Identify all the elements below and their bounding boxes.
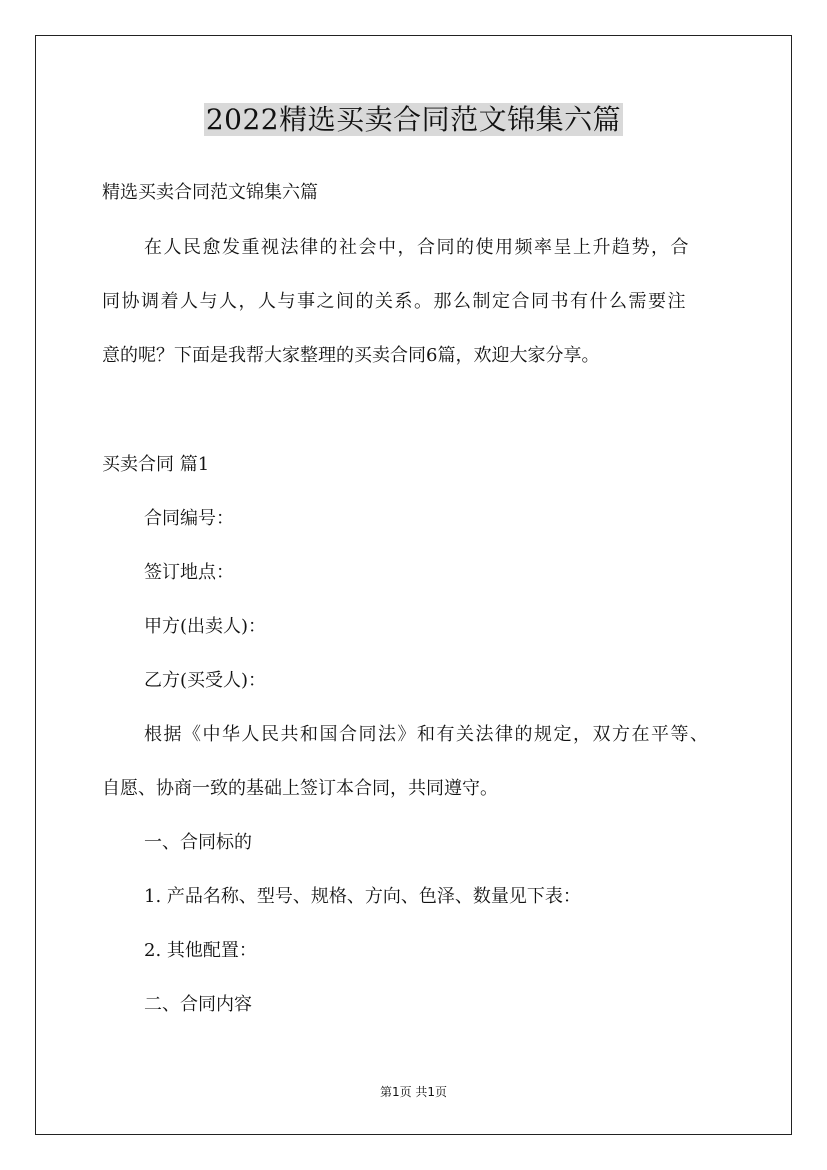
document-title xyxy=(0,100,827,140)
intro-line-2: 同协调着人与人，人与事之间的关系。那么制定合同书有什么需要注 xyxy=(102,291,687,312)
basis-line-1: 根据《中华人民共和国合同法》和有关法律的规定，双方在平等、 xyxy=(144,724,710,745)
clause-item-2: 2. 其他配置： xyxy=(144,940,257,961)
document-title-text: 2022精选买卖合同范文锦集六篇 xyxy=(205,103,622,136)
contract-number-field: 合同编号： xyxy=(144,508,234,529)
party-b-field: 乙方(买受人)： xyxy=(144,670,267,691)
page-number-footer: 第1页 共1页 xyxy=(379,1085,448,1099)
party-a-field: 甲方(出卖人)： xyxy=(144,616,267,637)
section-heading: 买卖合同 篇1 xyxy=(102,454,210,475)
clause-content-heading: 二、合同内容 xyxy=(144,994,252,1015)
intro-line-3: 意的呢？下面是我帮大家整理的买卖合同6篇，欢迎大家分享。 xyxy=(102,345,600,366)
basis-line-2: 自愿、协商一致的基础上签订本合同，共同遵守。 xyxy=(102,778,498,799)
intro-line-1: 在人民愈发重视法律的社会中，合同的使用频率呈上升趋势，合 xyxy=(144,237,690,258)
signing-place-field: 签订地点： xyxy=(144,562,234,583)
clause-subject-heading: 一、合同标的 xyxy=(144,832,252,853)
clause-item-1: 1. 产品名称、型号、规格、方向、色泽、数量见下表： xyxy=(144,886,581,907)
document-subtitle: 精选买卖合同范文锦集六篇 xyxy=(102,182,318,203)
